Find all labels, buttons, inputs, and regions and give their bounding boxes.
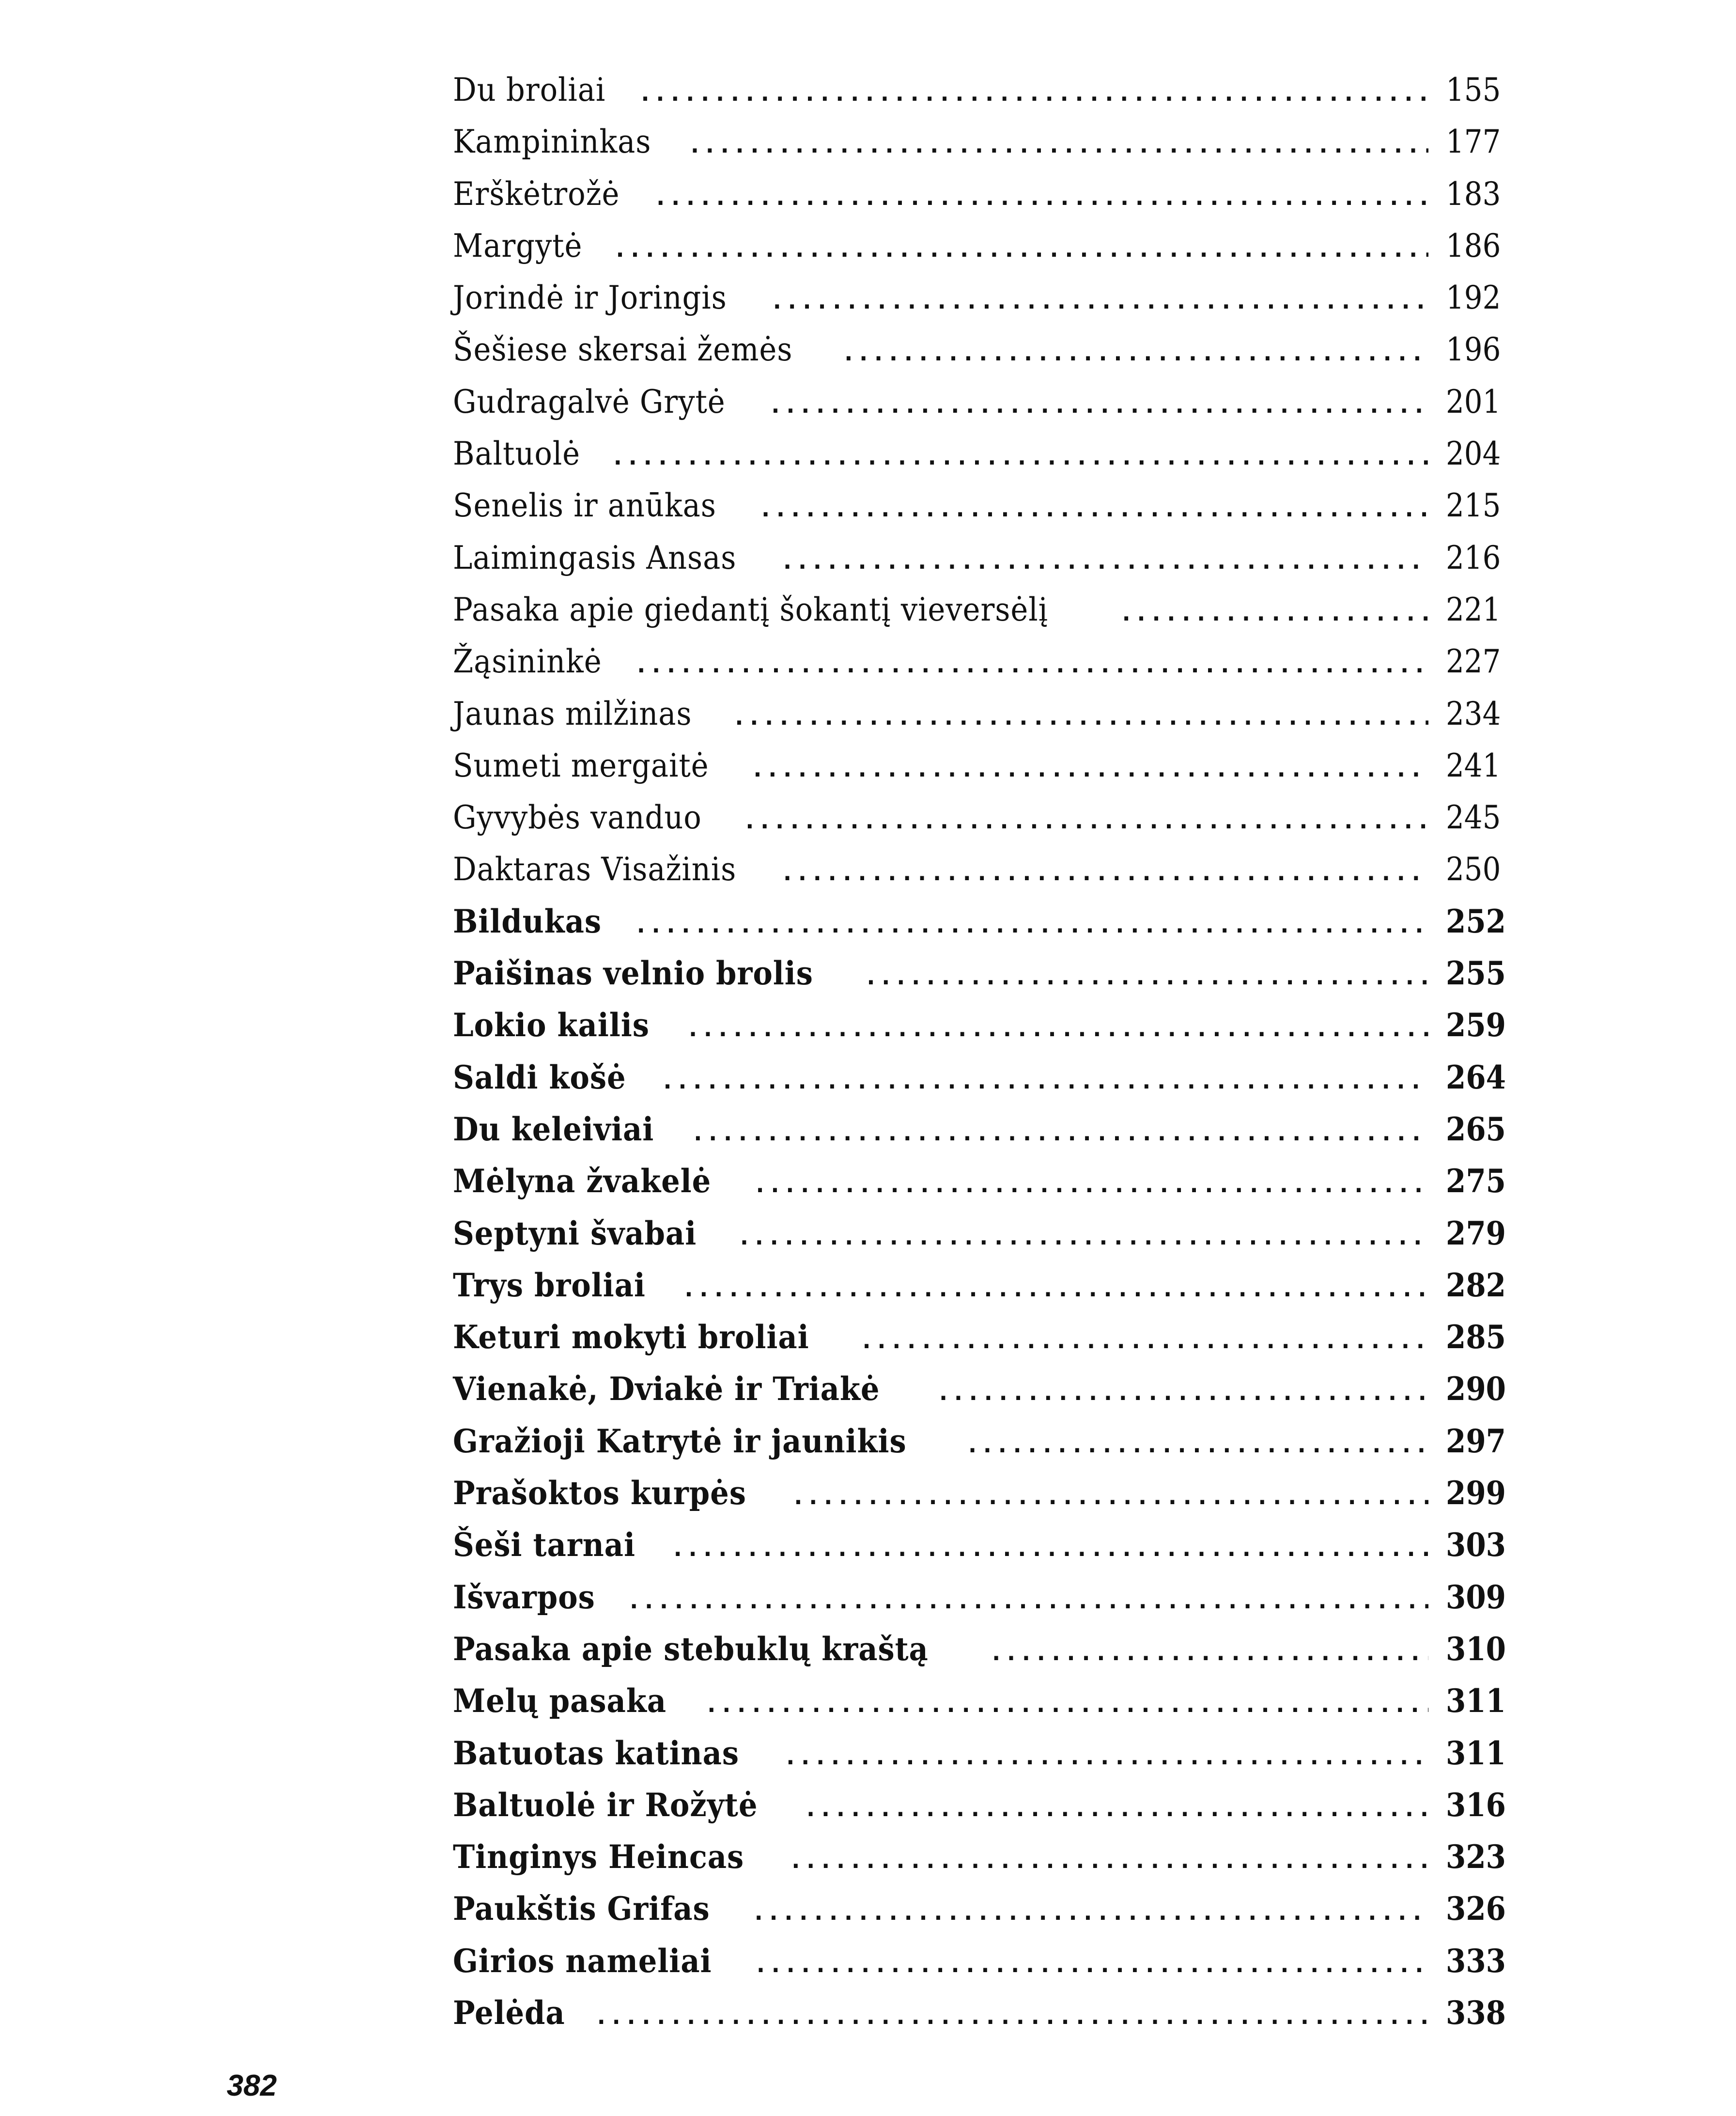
dot-leader [611, 431, 1428, 483]
dot-leader [860, 1315, 1428, 1367]
dot-leader [638, 67, 1428, 119]
toc-entry-page: 309 [1446, 1578, 1506, 1616]
toc-entry [453, 584, 1504, 636]
toc-entry-page: 255 [1446, 954, 1506, 993]
dot-leader [791, 1471, 1428, 1523]
dot-leader [661, 1055, 1428, 1107]
toc-entry [453, 1987, 1504, 2039]
toc-entry-title: Du broliai [453, 71, 606, 109]
toc-entry-title: Paišinas velnio brolis [453, 954, 813, 993]
toc-entry [453, 1467, 1504, 1519]
toc-entry-title: Erškėtrožė [453, 175, 620, 213]
toc-entry-title: Saldi košė [453, 1058, 626, 1096]
toc-entry-page: 250 [1446, 851, 1501, 888]
toc-entry [453, 999, 1504, 1051]
toc-entry [453, 1104, 1504, 1155]
dot-leader [804, 1783, 1428, 1835]
toc-entry-page: 183 [1446, 175, 1501, 213]
toc-entry [453, 1727, 1504, 1779]
dot-leader [594, 1991, 1428, 2042]
toc-entry-page: 177 [1446, 123, 1501, 161]
toc-entry-page: 234 [1446, 695, 1501, 732]
toc-entry-page: 285 [1446, 1318, 1506, 1356]
toc-entry-title: Trys broliai [453, 1266, 646, 1304]
toc-entry [453, 1571, 1504, 1623]
dot-leader [752, 1886, 1428, 1938]
dot-leader [753, 1159, 1428, 1211]
toc-entry-title: Gražioji Katrytė ir jaunikis [453, 1422, 907, 1460]
dot-leader [682, 1263, 1429, 1315]
toc-entry [453, 428, 1504, 480]
dot-leader [634, 639, 1428, 691]
toc-entry [453, 792, 1504, 843]
toc-entry-title: Gyvybės vanduo [453, 799, 702, 837]
toc-entry-title: Pasaka apie giedantį šokantį vieversėlį [453, 591, 1048, 628]
dot-leader [783, 1731, 1428, 1783]
toc-entry-title: Lokio kailis [453, 1006, 650, 1044]
toc-entry-page: 297 [1446, 1422, 1506, 1460]
toc-entry-page: 265 [1446, 1110, 1506, 1148]
dot-leader [688, 119, 1428, 171]
toc-entry [453, 1363, 1504, 1415]
dot-leader [759, 483, 1428, 535]
dot-leader [754, 1939, 1428, 1991]
toc-entry-page: 259 [1446, 1006, 1506, 1044]
toc-entry-page: 333 [1446, 1942, 1506, 1980]
toc-entry [453, 220, 1504, 272]
toc-entry-page: 241 [1446, 747, 1501, 784]
toc-entry-page: 326 [1446, 1890, 1506, 1928]
toc-entry-page: 196 [1446, 331, 1501, 369]
toc-entry-title: Tinginys Heincas [453, 1838, 744, 1876]
toc-entry [453, 688, 1504, 740]
toc-entry [453, 480, 1504, 531]
toc-entry-title: Pelėda [453, 1993, 565, 2032]
toc-entry-page: 275 [1446, 1162, 1506, 1200]
toc-entry-page: 192 [1446, 279, 1501, 317]
toc-entry-page: 290 [1446, 1370, 1506, 1408]
toc-entry-title: Paukštis Grifas [453, 1890, 710, 1928]
dot-leader [769, 379, 1428, 431]
toc-entry-page: 323 [1446, 1838, 1506, 1876]
dot-leader [627, 1575, 1428, 1627]
toc-entry-page: 264 [1446, 1058, 1506, 1096]
toc-entry-page: 155 [1446, 71, 1501, 109]
toc-entry [453, 376, 1504, 428]
toc-entry [453, 272, 1504, 324]
dot-leader [653, 171, 1428, 223]
toc-entry [453, 1155, 1504, 1207]
toc-entry-title: Senelis ir anūkas [453, 487, 716, 525]
toc-entry-title: Keturi mokyti broliai [453, 1318, 809, 1356]
toc-entry [453, 896, 1504, 948]
toc-entry [453, 1883, 1504, 1935]
toc-entry-title: Gudragalvė Grytė [453, 383, 726, 420]
toc-entry-page: 204 [1446, 435, 1501, 473]
toc-entry-title: Šeši tarnai [453, 1526, 636, 1564]
toc-entry-title: Šešiese skersai žemės [453, 331, 793, 369]
toc-entry-page: 303 [1446, 1526, 1506, 1564]
dot-leader [691, 1107, 1428, 1159]
toc-entry-page: 282 [1446, 1266, 1506, 1304]
toc-entry-title: Baltuolė ir Rožytė [453, 1786, 758, 1824]
toc-entry-title: Bildukas [453, 902, 602, 940]
toc-entry-title: Pasaka apie stebuklų kraštą [453, 1630, 929, 1668]
toc-entry [453, 843, 1504, 895]
toc-entry-title: Girios nameliai [453, 1942, 712, 1980]
toc-entry [453, 1779, 1504, 1831]
toc-entry [453, 1311, 1504, 1363]
toc-entry-title: Mėlyna žvakelė [453, 1162, 712, 1200]
toc-entry-page: 311 [1446, 1734, 1506, 1772]
dot-leader [770, 275, 1428, 327]
dot-leader [965, 1419, 1428, 1471]
toc-entry [453, 1260, 1504, 1311]
toc-entry-title: Batuotas katinas [453, 1734, 739, 1772]
toc-entry-page: 186 [1446, 227, 1501, 264]
toc-entry [453, 740, 1504, 792]
toc-entry [453, 1052, 1504, 1104]
toc-entry [453, 64, 1504, 116]
page-number: 382 [227, 2069, 277, 2102]
toc-entry-page: 221 [1446, 591, 1501, 628]
table-of-contents [453, 64, 1504, 2039]
toc-entry-title: Išvarpos [453, 1578, 595, 1616]
toc-entry-page: 316 [1446, 1786, 1506, 1824]
dot-leader [989, 1627, 1428, 1679]
dot-leader [704, 1679, 1428, 1730]
toc-entry-page: 252 [1446, 902, 1506, 940]
toc-entry-title: Daktaras Visažinis [453, 851, 737, 888]
toc-entry-page: 201 [1446, 383, 1501, 420]
toc-entry-title: Baltuolė [453, 435, 581, 473]
dot-leader [686, 1003, 1428, 1055]
dot-leader [1119, 587, 1428, 639]
toc-entry-title: Du keleiviai [453, 1110, 654, 1148]
toc-entry [453, 1623, 1504, 1675]
dot-leader [936, 1367, 1428, 1418]
toc-entry [453, 1675, 1504, 1727]
toc-entry [453, 1935, 1504, 1987]
dot-leader [750, 743, 1428, 795]
toc-entry-page: 216 [1446, 539, 1501, 576]
dot-leader [780, 847, 1428, 899]
toc-entry [453, 116, 1504, 168]
dot-leader [737, 1211, 1428, 1263]
toc-entry [453, 1208, 1504, 1260]
toc-entry [453, 1519, 1504, 1571]
dot-leader [732, 691, 1428, 743]
dot-leader [780, 535, 1428, 587]
dot-leader [613, 223, 1428, 275]
toc-entry-title: Kampininkas [453, 123, 651, 161]
toc-entry-title: Vienakė, Dviakė ir Triakė [453, 1370, 880, 1408]
toc-entry [453, 1831, 1504, 1883]
toc-entry-page: 279 [1446, 1214, 1506, 1252]
toc-entry [453, 1416, 1504, 1467]
toc-entry-page: 299 [1446, 1474, 1506, 1512]
dot-leader [841, 327, 1428, 379]
toc-entry-title: Jorindė ir Joringis [453, 279, 727, 317]
toc-entry-title: Sumeti mergaitė [453, 747, 709, 784]
toc-entry-page: 227 [1446, 643, 1501, 681]
toc-entry [453, 532, 1504, 584]
toc-entry [453, 324, 1504, 375]
toc-entry-page: 338 [1446, 1993, 1506, 2032]
dot-leader [743, 795, 1428, 847]
dot-leader [789, 1835, 1428, 1886]
toc-entry-page: 310 [1446, 1630, 1506, 1668]
toc-entry-title: Septyni švabai [453, 1214, 697, 1252]
toc-entry [453, 636, 1504, 687]
toc-entry [453, 168, 1504, 220]
toc-entry-title: Žąsininkė [453, 643, 602, 681]
dot-leader [634, 899, 1428, 951]
toc-entry-page: 311 [1446, 1682, 1506, 1720]
toc-entry-title: Melų pasaka [453, 1682, 667, 1720]
toc-entry-title: Margytė [453, 227, 583, 264]
toc-entry-page: 245 [1446, 799, 1501, 837]
dot-leader [671, 1523, 1428, 1574]
dot-leader [864, 951, 1428, 1003]
toc-entry [453, 948, 1504, 999]
toc-entry-page: 215 [1446, 487, 1501, 525]
toc-entry-title: Jaunas milžinas [453, 695, 692, 732]
toc-entry-title: Laimingasis Ansas [453, 539, 737, 576]
toc-entry-title: Prašoktos kurpės [453, 1474, 746, 1512]
